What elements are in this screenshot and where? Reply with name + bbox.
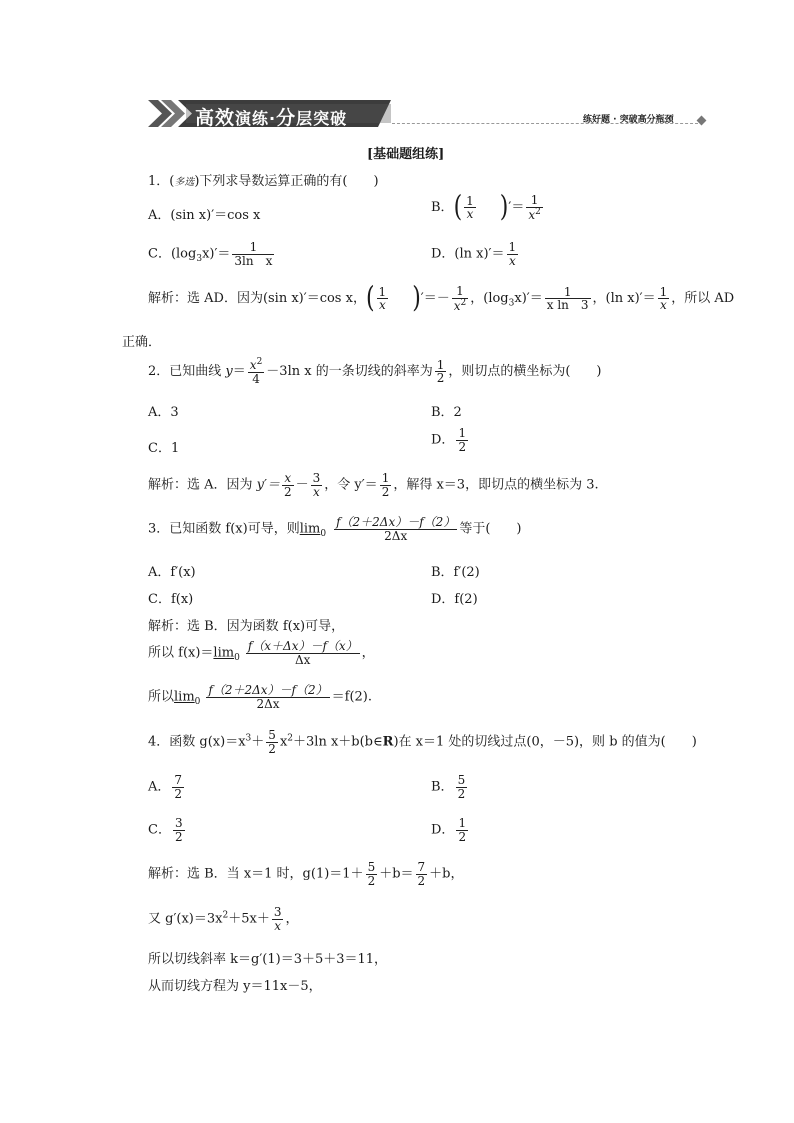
label: D．: [431, 822, 455, 838]
num: 5: [457, 773, 466, 787]
num: f（x＋Δx）－f（x）: [247, 639, 358, 653]
frac: [435, 359, 447, 385]
q2-c: ，则切点的横坐标为( ): [448, 364, 602, 380]
q4-solution-2: [148, 906, 298, 932]
q2-d-label: D．: [431, 432, 455, 448]
q3-b: 等于( ): [459, 521, 522, 537]
num: 1: [458, 816, 467, 830]
num: 1: [458, 426, 467, 440]
den: x ln 3: [546, 298, 589, 313]
banner-char-1: 高: [195, 107, 216, 129]
q3-solution-3: [148, 684, 372, 710]
q2-stem: [148, 358, 602, 385]
q2-solution: [148, 472, 599, 498]
q4-solution-4: 从而切线方程为 y＝11x－5，: [148, 979, 322, 994]
den: x: [378, 298, 386, 313]
den: 2: [283, 484, 292, 499]
q4-solution-3: 所以切线斜率 k＝g′(1)＝3＋5＋3＝11，: [148, 952, 388, 967]
q1-c-label: C．(log: [148, 246, 197, 262]
den: 2: [436, 371, 445, 386]
frac: [282, 472, 294, 498]
q1-option-b: [431, 190, 545, 224]
num: 1: [378, 284, 387, 299]
q4-option-c: [148, 817, 187, 843]
sol-a: 又 g′(x)＝3x: [148, 911, 223, 927]
den: 2: [417, 873, 426, 888]
den: 2: [458, 829, 467, 844]
banner-char-5: 层突破: [296, 109, 348, 128]
num: f（2＋2Δx）－f（2）: [336, 515, 456, 529]
banner-dot: ·: [269, 109, 277, 128]
q1-solution-cont: 正确．: [122, 335, 162, 350]
q3-option-b: B．f′(2): [431, 565, 480, 580]
den: 2: [458, 439, 467, 454]
den: x: [466, 207, 474, 222]
banner-char-4: 分: [276, 107, 297, 129]
q1-c-b: x)′＝: [202, 246, 231, 262]
sub: 3: [508, 298, 515, 309]
num-x: x: [249, 358, 257, 372]
frac: [272, 906, 284, 932]
frac: [456, 427, 468, 453]
frac: [456, 774, 468, 800]
den: Δx: [295, 652, 311, 667]
sol-c: ，(log: [470, 291, 509, 307]
q4-a: 4．函数 g(x)＝x: [148, 734, 246, 750]
q4-option-b: [431, 774, 469, 800]
lim-sub: 0: [194, 697, 201, 708]
num: 7: [417, 860, 426, 874]
frac: [266, 729, 278, 755]
paren-left-icon: (: [365, 281, 375, 315]
lim-sub: 0: [234, 653, 240, 664]
num: $x^2$: [249, 357, 263, 372]
label: B．: [431, 779, 454, 795]
den: x: [313, 484, 320, 499]
den-x: x: [528, 207, 536, 222]
sol-b: y′＝: [256, 477, 280, 493]
banner-char-3: 演练: [235, 109, 270, 128]
plus: ＋: [251, 734, 265, 750]
q2-option-d: [431, 427, 470, 453]
q2-a: 2．已知曲线: [148, 364, 226, 380]
sol-e: ，(ln x)′＝: [592, 291, 656, 307]
label: C．: [148, 822, 171, 838]
num: 3: [312, 471, 321, 485]
q3-stem: [148, 516, 521, 542]
q1-option-c: [148, 241, 276, 267]
den: $x^2$: [453, 297, 467, 313]
sol-b: ＋b＝: [379, 866, 414, 882]
num: 1: [545, 286, 591, 300]
q1-solution: [148, 281, 735, 315]
frac: [456, 817, 468, 843]
frac: [172, 774, 184, 800]
lim: lim: [213, 645, 235, 661]
frac: [377, 286, 389, 312]
banner-title: [195, 103, 347, 130]
num: 1: [452, 285, 469, 299]
frac: [334, 516, 457, 542]
sol-b: ＋5x＋: [228, 911, 270, 927]
sol-a: 解析：选 B．当 x＝1 时，g(1)＝1＋: [148, 866, 364, 882]
q3-option-c: C．f(x): [148, 592, 194, 607]
num: 1: [436, 357, 445, 372]
frac: [380, 472, 392, 498]
q2-b: －3ln x 的一条切线的斜率为: [266, 364, 433, 380]
num: 3: [174, 816, 183, 830]
q1-c-frac: [232, 241, 274, 267]
q3-option-a: A．f′(x): [148, 565, 196, 580]
real-set: R: [382, 734, 394, 750]
q2-y: y: [225, 364, 233, 380]
q1-b-eq: ′＝: [508, 200, 525, 216]
den: 2Δx: [256, 696, 280, 711]
num: 5: [367, 860, 376, 874]
frac: [173, 817, 185, 843]
lim-sub: 0: [320, 529, 327, 540]
q2-option-a: A．3: [148, 405, 179, 420]
minus: －: [295, 477, 309, 493]
frac: [206, 684, 329, 710]
frac: [658, 286, 670, 312]
paren-left-icon: (: [453, 190, 463, 224]
sol-c: ，令 y′＝: [324, 477, 378, 493]
q1-d-label: D．(ln x)′＝: [431, 246, 505, 262]
den: 4: [252, 371, 260, 386]
header-slogan: 练好题 · 突破高分瓶颈: [583, 115, 674, 125]
sol-a: 解析：选 AD．因为(sin x)′＝cos x，: [148, 291, 366, 307]
sol-d: ＝f(2).: [331, 689, 372, 705]
q1-b-frac: [464, 195, 476, 221]
paren-right-icon: ): [412, 281, 421, 315]
frac: [311, 472, 323, 498]
q3-a: 3．已知函数 f(x)可导，则: [148, 521, 300, 537]
q1-num: 1．(: [148, 174, 175, 189]
den: 2: [381, 484, 390, 499]
q1-stem: [148, 170, 379, 189]
sol-d: x)′＝: [514, 291, 543, 307]
q1-option-a: A．(sin x)′＝cos x: [148, 208, 261, 223]
q4-d: )在 x＝1 处的切线过点(0，－5)，则 b 的值为( ): [393, 734, 697, 750]
sol-f: ，所以 AD: [671, 291, 735, 307]
den: 2: [174, 786, 183, 801]
num: x: [282, 472, 294, 486]
num: 5: [268, 728, 276, 742]
sol-d: ，解得 x＝3，即切点的横坐标为 3.: [393, 477, 599, 493]
q4-stem: [148, 729, 697, 755]
den: 2: [457, 786, 466, 801]
num: 7: [174, 773, 183, 787]
banner-char-2: 效: [215, 107, 236, 129]
sup: 3: [245, 733, 252, 744]
lim: lim: [299, 521, 321, 537]
q4-option-d: [431, 817, 470, 843]
sol-a: 解析：选 A．因为: [148, 477, 257, 493]
num: 1: [232, 241, 274, 255]
comma: ，: [361, 645, 375, 661]
den: 2: [367, 873, 376, 888]
sol-c: ＋b，: [429, 866, 464, 882]
multi-choice-tag: 多选: [174, 177, 195, 188]
q1-b-label: B．: [431, 200, 454, 216]
num: 1: [466, 193, 474, 208]
q1-d-frac: [507, 241, 519, 267]
frac: [452, 285, 469, 312]
frac: [248, 358, 265, 385]
sol-b: 所以 f(x)＝: [148, 645, 214, 661]
section-title: [基础题组练]: [367, 147, 445, 162]
num: 1: [508, 240, 517, 254]
num: 1: [659, 284, 668, 299]
num: 1: [526, 194, 543, 208]
frac: [545, 286, 591, 312]
den: $x^2$: [528, 206, 541, 222]
diamond-icon: [697, 116, 707, 126]
frac: [416, 861, 428, 887]
sol-c: ，: [285, 911, 299, 927]
q2-option-c: C．1: [148, 441, 180, 456]
q1-c-sub: 3: [196, 254, 203, 265]
num: 3: [273, 905, 282, 919]
q2-option-b: B．2: [431, 405, 462, 420]
frac: [366, 861, 378, 887]
sol-b: ′＝－: [420, 291, 450, 307]
den: x: [274, 918, 282, 933]
den: 3ln x: [234, 253, 273, 268]
sol-c: 所以: [148, 689, 175, 705]
num: 1: [381, 471, 390, 485]
den: 2: [268, 741, 276, 756]
q4-c: ＋3ln x＋b(b∈: [293, 734, 383, 750]
sup: 2: [287, 733, 294, 744]
q4-solution-1: [148, 861, 464, 887]
den: x: [660, 298, 667, 313]
den: x: [508, 253, 516, 268]
q1-b-frac2: [526, 194, 543, 221]
den: 2Δx: [384, 528, 408, 543]
den: 2: [174, 829, 183, 844]
q1-text: )下列求导数运算正确的有( ): [194, 174, 379, 189]
q1-option-d: [431, 241, 520, 267]
q3-solution-2: [148, 640, 375, 666]
q3-solution-1: 解析：选 B．因为函数 f(x)可导，: [148, 619, 345, 634]
frac: [246, 640, 360, 666]
den-x: x: [453, 298, 461, 313]
num: f（2＋2Δx）－f（2）: [208, 683, 328, 697]
lim: lim: [174, 689, 195, 705]
q4-option-a: [148, 774, 186, 800]
paren-right-icon: ): [499, 190, 509, 224]
sup: 2: [222, 910, 229, 921]
label: A．: [148, 779, 171, 795]
q3-option-d: D．f(2): [431, 592, 478, 607]
q4-b: x: [279, 734, 288, 750]
q2-eq: ＝: [232, 364, 246, 380]
